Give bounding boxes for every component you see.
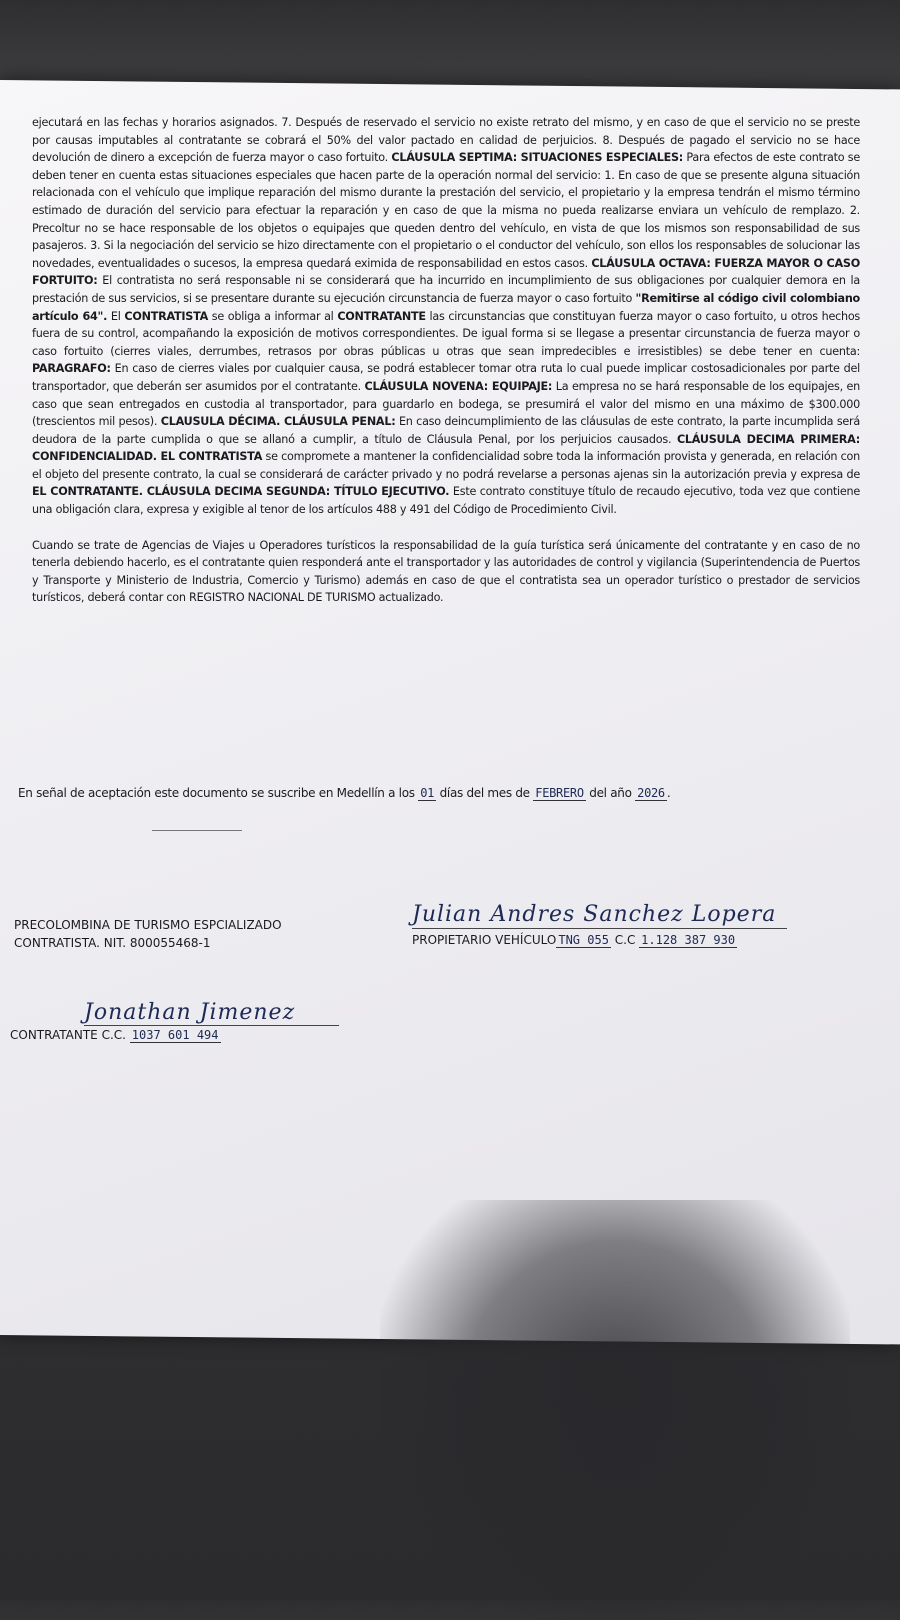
text-run: "Remitirse al código civil colombiano artículo 64". — [32, 291, 860, 323]
text-run: CONTRATANTE — [337, 309, 426, 323]
acceptance-year-label: del año — [589, 786, 632, 800]
acceptance-day: 01 — [420, 786, 435, 800]
text-run: PARAGRAFO: — [32, 362, 111, 376]
text-run: ejecutará en las fechas y horarios asignados. 7. Después de reservado el servicio no existe retrato del mismo, y en caso de que el servicio no se preste por causas imputables al contratante se cobrará el 50% del valor pactado en calidad de perjuicios. 8. Después de pagado el servicio no se hace devolución de dinero a excepción de fuerza mayor o caso fortuito. — [32, 116, 860, 165]
acceptance-year: 2026 — [637, 786, 665, 800]
text-run: las circunstancias que constituyan fuerza mayor o caso fortuito, u otros hechos fuera de su control, acompañando la exposición de motivos correspondientes. De igual forma si se llegase a presentar circunstancia de fuerza mayor o caso fortuito (cierres viales, derrumbes, retrasos por obras públicas u otras que sean impredecibles e irresistibles) se debe tener en cuenta: — [32, 309, 860, 358]
contratante-signature: Jonathan Jimenez — [84, 1000, 339, 1026]
text-run: En caso de cierres viales por cualquier causa, se podrá establecer tomar otra ruta lo cual puede implicar costosadicionales por parte del transportador, que deberán ser asumidos por el contratante. — [32, 362, 860, 393]
contract-paragraph-clauses — [32, 114, 860, 519]
contratante-label: CONTRATANTE C.C. — [10, 1028, 126, 1042]
text-run: Este contrato constituye título de recaudo ejecutivo, toda vez que contiene una obligación clara, expresa y exigible al tenor de los artículos 488 y 491 del Código de Procedimiento Civil. — [32, 485, 861, 517]
contract-body — [32, 114, 860, 607]
text-run: se compromete a mantener la confidencialidad sobre toda la información provista y generada, en relación con el objeto del presente contrato, la cual se considerará de carácter privado y no podrá revelarse a personas ajenas sin la autorización previa y expresa de — [32, 450, 860, 481]
owner-cc-label: C.C — [614, 933, 636, 947]
text-run: CONTRATISTA — [124, 309, 209, 323]
contract-paragraph-tourism — [32, 537, 860, 607]
owner-label: PROPIETARIO VEHÍCULO — [412, 933, 557, 947]
text-run: En caso deincumplimiento de las cláusulas de este contrato, la parte incumplida será deudora de la parte cumplida o que se allanó a cumplir, a título de Cláusula Penal, por los perjuicios causados. — [32, 415, 860, 446]
contractor-label: CONTRATISTA. — [14, 936, 100, 950]
text-run: El contratista no será responsable ni se considerará que ha incurrido en incumplimiento de sus obligaciones por cualquier demora en la prestación de sus servicios, si se presentare durante su ejecución circunstancia de fuerza mayor o caso fortuito — [32, 274, 860, 305]
text-run: CLÁUSULA DECIMA PRIMERA: CONFIDENCIALIDAD. EL CONTRATISTA — [32, 432, 860, 464]
acceptance-month: FEBRERO — [535, 786, 584, 800]
contratante-cc: 1037 601 494 — [131, 1028, 219, 1042]
acceptance-prefix: En señal de aceptación este documento se suscribe en Medellín a los — [18, 786, 415, 800]
text-run: CLAUSULA DÉCIMA. CLÁUSULA PENAL: — [160, 415, 396, 429]
owner-cc: 1.128 387 930 — [641, 933, 736, 947]
text-run: La empresa no se hará responsable de los equipajes, en caso que sean entregados en custodia al transportador, para guardarlo en bodega, se presumirá el valor del mismo en una máximo de $300.000 (trescientos mil pesos). — [32, 379, 860, 429]
owner-signature: Julian Andres Sanchez Lopera — [412, 902, 787, 929]
text-run: El — [107, 309, 125, 323]
stray-pen-line — [152, 830, 242, 831]
acceptance-end: . — [666, 786, 671, 800]
company-name: PRECOLOMBINA DE TURISMO ESPCIALIZADO — [14, 918, 282, 932]
text-run: Para efectos de este contrato se deben tener en cuenta estas situaciones especiales que hacen parte de la operación normal del servicio: 1. En caso de que se presente alguna situación relacionada con el vehículo que implique reparación del mismo durante la prestación del servicio, el propietario y la empresa tendrán el mismo término estimado de duración del servicio para efectuar la reparación y en caso de que la misma no pueda realizarse enviara un vehículo de remplazo. 2. Precoltur no se hace responsable de los objetos o equipajes que queden dentro del vehículo, en vista de que los mismos son responsabilidad de sus pasajeros. 3. Si la negociación del servicio se hizo directamente con el propietario o el conductor del vehículo, son ellos los responsables de solucionar las novedades, eventualidades o sucesos, la empresa quedará eximida de responsabilidad en estos casos. — [32, 151, 860, 270]
text-run: Cuando se trate de Agencias de Viajes u Operadores turísticos la responsabilidad de la guía turística será únicamente del contratante y en caso de no tenerla debiendo hacerlo, es el contratante quien responderá ante el transportador y las autoridades de control y vigilancia (Superintendencia de Puertos y Transporte y Ministerio de Industria, Comercio y Turismo) además en caso de que el contratista sea un operador turístico o prestador de servicios turísticos, deberá contar con REGISTRO NACIONAL DE TURISMO actualizado. — [32, 538, 860, 605]
contratante-block — [10, 1000, 339, 1042]
text-run: se obliga a informar al — [208, 309, 338, 323]
owner-plate: TNG 055 — [558, 933, 609, 947]
acceptance-line — [18, 786, 878, 800]
acceptance-mid: días del mes de — [439, 786, 530, 800]
company-nit: NIT. 800055468-1 — [103, 936, 211, 950]
company-block — [14, 916, 282, 952]
text-run: EL CONTRATANTE. CLÁUSULA DECIMA SEGUNDA: TÍTULO EJECUTIVO. — [32, 485, 450, 499]
text-run: CLÁUSULA SEPTIMA: SITUACIONES ESPECIALES: — [391, 151, 683, 165]
owner-block — [412, 902, 812, 947]
text-run: CLÁUSULA OCTAVA: FUERZA MAYOR O CASO FORTUITO: — [32, 256, 860, 288]
text-run: CLÁUSULA NOVENA: EQUIPAJE: — [364, 379, 553, 393]
